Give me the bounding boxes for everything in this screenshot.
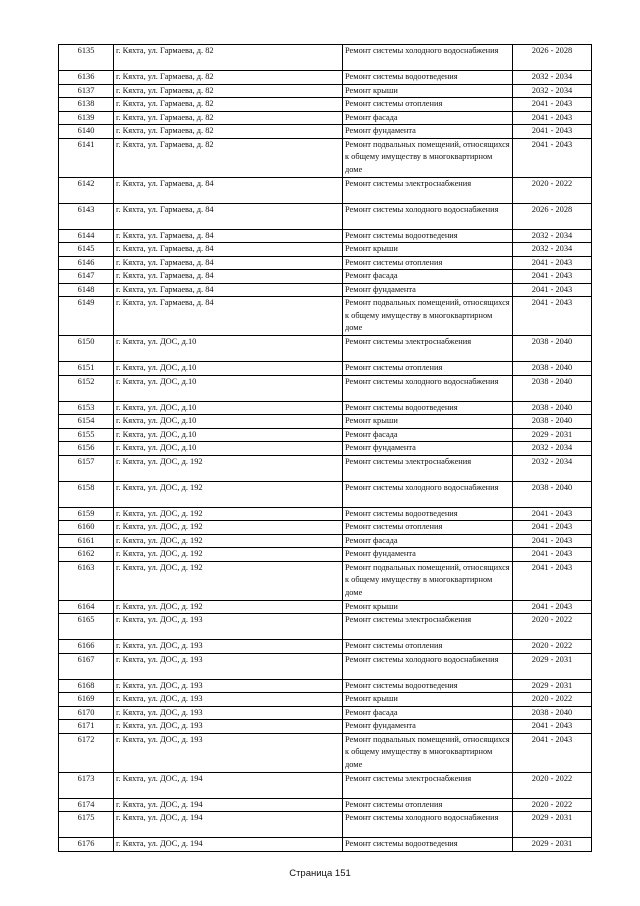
row-address: г. Кяхта, ул. Гармаева, д. 84 [114,283,343,297]
row-work-type: Ремонт подвальных помещений, относящихся к общему имуществу в многоквартирном доме [343,561,513,600]
row-address: г. Кяхта, ул. Гармаева, д. 84 [114,270,343,284]
row-number: 6162 [59,548,114,562]
table-row [59,772,592,798]
row-address: г. Кяхта, ул. ДОС, д. 192 [114,455,343,481]
row-work-type: Ремонт системы электроснабжения [343,336,513,362]
row-work-type: Ремонт фундамента [343,720,513,734]
row-address: г. Кяхта, ул. ДОС, д. 193 [114,653,343,679]
row-number: 6137 [59,84,114,98]
row-work-type: Ремонт системы водоотведения [343,229,513,243]
row-work-type: Ремонт системы водоотведения [343,679,513,693]
row-number: 6176 [59,838,114,852]
row-address: г. Кяхта, ул. ДОС, д. 192 [114,600,343,614]
row-address: г. Кяхта, ул. Гармаева, д. 82 [114,84,343,98]
row-address: г. Кяхта, ул. Гармаева, д. 82 [114,45,343,71]
table-row [59,600,592,614]
row-years: 2038 - 2040 [513,401,592,415]
row-address: г. Кяхта, ул. ДОС, д. 193 [114,693,343,707]
table-row [59,534,592,548]
row-work-type: Ремонт системы холодного водоснабжения [343,203,513,229]
row-address: г. Кяхта, ул. ДОС, д.10 [114,375,343,401]
row-address: г. Кяхта, ул. ДОС, д.10 [114,442,343,456]
row-address: г. Кяхта, ул. ДОС, д. 193 [114,733,343,772]
row-number: 6153 [59,401,114,415]
row-years: 2020 - 2022 [513,772,592,798]
row-number: 6161 [59,534,114,548]
row-years: 2032 - 2034 [513,243,592,257]
table-row [59,507,592,521]
table-row [59,706,592,720]
row-work-type: Ремонт фасада [343,428,513,442]
table-row [59,679,592,693]
row-years: 2029 - 2031 [513,653,592,679]
row-work-type: Ремонт фасада [343,534,513,548]
row-years: 2041 - 2043 [513,256,592,270]
row-address: г. Кяхта, ул. ДОС, д.10 [114,428,343,442]
table-row [59,561,592,600]
table-row [59,401,592,415]
row-number: 6170 [59,706,114,720]
row-years: 2041 - 2043 [513,111,592,125]
row-number: 6156 [59,442,114,456]
row-work-type: Ремонт фасада [343,706,513,720]
row-number: 6142 [59,177,114,203]
row-number: 6139 [59,111,114,125]
row-address: г. Кяхта, ул. ДОС, д. 193 [114,679,343,693]
row-number: 6146 [59,256,114,270]
table-row [59,428,592,442]
row-years: 2041 - 2043 [513,125,592,139]
row-work-type: Ремонт системы водоотведения [343,71,513,85]
table-row [59,203,592,229]
row-address: г. Кяхта, ул. ДОС, д. 193 [114,614,343,640]
row-work-type: Ремонт системы электроснабжения [343,455,513,481]
row-years: 2041 - 2043 [513,600,592,614]
row-address: г. Кяхта, ул. ДОС, д. 193 [114,640,343,654]
row-address: г. Кяхта, ул. Гармаева, д. 84 [114,177,343,203]
row-years: 2026 - 2028 [513,45,592,71]
table-row [59,297,592,336]
row-number: 6150 [59,336,114,362]
row-number: 6136 [59,71,114,85]
row-number: 6151 [59,362,114,376]
row-number: 6173 [59,772,114,798]
row-work-type: Ремонт системы отопления [343,521,513,535]
row-address: г. Кяхта, ул. ДОС, д. 194 [114,838,343,852]
row-work-type: Ремонт крыши [343,600,513,614]
row-work-type: Ремонт фундамента [343,283,513,297]
row-address: г. Кяхта, ул. ДОС, д. 192 [114,481,343,507]
row-number: 6175 [59,812,114,838]
row-address: г. Кяхта, ул. ДОС, д. 192 [114,534,343,548]
row-years: 2041 - 2043 [513,270,592,284]
row-years: 2029 - 2031 [513,812,592,838]
table-row [59,256,592,270]
row-work-type: Ремонт крыши [343,243,513,257]
row-address: г. Кяхта, ул. Гармаева, д. 84 [114,243,343,257]
table-row [59,375,592,401]
table-row [59,455,592,481]
table-row [59,640,592,654]
row-number: 6152 [59,375,114,401]
row-number: 6138 [59,98,114,112]
row-work-type: Ремонт фундамента [343,548,513,562]
table-row [59,614,592,640]
table-row [59,481,592,507]
row-number: 6163 [59,561,114,600]
table-body [59,45,592,852]
table-row [59,111,592,125]
row-number: 6143 [59,203,114,229]
row-years: 2038 - 2040 [513,415,592,429]
row-years: 2038 - 2040 [513,375,592,401]
row-years: 2032 - 2034 [513,71,592,85]
table-row [59,521,592,535]
row-years: 2020 - 2022 [513,640,592,654]
row-work-type: Ремонт системы холодного водоснабжения [343,375,513,401]
row-address: г. Кяхта, ул. Гармаева, д. 84 [114,203,343,229]
row-address: г. Кяхта, ул. ДОС, д. 192 [114,507,343,521]
row-number: 6160 [59,521,114,535]
row-work-type: Ремонт системы отопления [343,362,513,376]
row-years: 2041 - 2043 [513,720,592,734]
row-address: г. Кяхта, ул. ДОС, д.10 [114,336,343,362]
row-years: 2032 - 2034 [513,442,592,456]
row-work-type: Ремонт системы холодного водоснабжения [343,812,513,838]
table-row [59,125,592,139]
table-row [59,548,592,562]
row-work-type: Ремонт системы водоотведения [343,507,513,521]
table-row [59,812,592,838]
table-row [59,177,592,203]
row-number: 6158 [59,481,114,507]
row-work-type: Ремонт системы электроснабжения [343,177,513,203]
row-work-type: Ремонт системы холодного водоснабжения [343,45,513,71]
row-number: 6169 [59,693,114,707]
row-years: 2029 - 2031 [513,679,592,693]
row-number: 6164 [59,600,114,614]
row-address: г. Кяхта, ул. ДОС, д. 194 [114,772,343,798]
row-work-type: Ремонт фасада [343,111,513,125]
row-work-type: Ремонт крыши [343,84,513,98]
row-number: 6155 [59,428,114,442]
table-row [59,653,592,679]
row-number: 6174 [59,798,114,812]
row-address: г. Кяхта, ул. Гармаева, д. 84 [114,229,343,243]
row-years: 2041 - 2043 [513,534,592,548]
row-address: г. Кяхта, ул. ДОС, д.10 [114,362,343,376]
table-row [59,270,592,284]
table-row [59,283,592,297]
row-years: 2029 - 2031 [513,838,592,852]
row-work-type: Ремонт фасада [343,270,513,284]
table-row [59,71,592,85]
row-years: 2032 - 2034 [513,455,592,481]
row-years: 2041 - 2043 [513,297,592,336]
row-years: 2041 - 2043 [513,98,592,112]
row-work-type: Ремонт системы водоотведения [343,838,513,852]
repair-schedule-table [58,44,592,852]
row-address: г. Кяхта, ул. ДОС, д. 192 [114,521,343,535]
row-years: 2038 - 2040 [513,481,592,507]
row-work-type: Ремонт системы электроснабжения [343,772,513,798]
row-number: 6148 [59,283,114,297]
table-row [59,798,592,812]
table-row [59,838,592,852]
row-work-type: Ремонт системы отопления [343,640,513,654]
table-row [59,720,592,734]
row-years: 2041 - 2043 [513,138,592,177]
row-number: 6159 [59,507,114,521]
row-number: 6149 [59,297,114,336]
row-number: 6135 [59,45,114,71]
table-row [59,442,592,456]
row-number: 6144 [59,229,114,243]
row-number: 6171 [59,720,114,734]
row-work-type: Ремонт системы электроснабжения [343,614,513,640]
table-row [59,138,592,177]
row-address: г. Кяхта, ул. Гармаева, д. 82 [114,125,343,139]
row-address: г. Кяхта, ул. ДОС, д.10 [114,401,343,415]
table-row [59,336,592,362]
row-number: 6168 [59,679,114,693]
row-years: 2020 - 2022 [513,693,592,707]
row-work-type: Ремонт системы холодного водоснабжения [343,653,513,679]
table-row [59,98,592,112]
row-years: 2032 - 2034 [513,84,592,98]
row-address: г. Кяхта, ул. Гармаева, д. 84 [114,297,343,336]
row-number: 6141 [59,138,114,177]
row-number: 6147 [59,270,114,284]
row-address: г. Кяхта, ул. ДОС, д. 194 [114,798,343,812]
table-row [59,229,592,243]
row-years: 2041 - 2043 [513,521,592,535]
row-number: 6165 [59,614,114,640]
table-row [59,84,592,98]
table-row [59,693,592,707]
row-years: 2038 - 2040 [513,362,592,376]
row-years: 2041 - 2043 [513,548,592,562]
table-row [59,45,592,71]
row-years: 2038 - 2040 [513,336,592,362]
row-address: г. Кяхта, ул. ДОС, д. 192 [114,561,343,600]
table-row [59,415,592,429]
row-years: 2041 - 2043 [513,733,592,772]
row-number: 6172 [59,733,114,772]
row-number: 6140 [59,125,114,139]
row-work-type: Ремонт системы отопления [343,256,513,270]
row-work-type: Ремонт фундамента [343,442,513,456]
row-address: г. Кяхта, ул. ДОС, д. 193 [114,720,343,734]
row-work-type: Ремонт системы холодного водоснабжения [343,481,513,507]
row-work-type: Ремонт подвальных помещений, относящихся к общему имуществу в многоквартирном доме [343,297,513,336]
page-number: Страница 151 [289,868,351,879]
table-row [59,733,592,772]
row-work-type: Ремонт подвальных помещений, относящихся к общему имуществу в многоквартирном доме [343,733,513,772]
row-number: 6154 [59,415,114,429]
row-address: г. Кяхта, ул. Гармаева, д. 82 [114,71,343,85]
row-address: г. Кяхта, ул. ДОС, д. 193 [114,706,343,720]
row-work-type: Ремонт системы отопления [343,798,513,812]
row-address: г. Кяхта, ул. ДОС, д. 192 [114,548,343,562]
row-number: 6145 [59,243,114,257]
row-years: 2020 - 2022 [513,614,592,640]
row-number: 6157 [59,455,114,481]
row-work-type: Ремонт фундамента [343,125,513,139]
row-years: 2041 - 2043 [513,283,592,297]
row-years: 2020 - 2022 [513,177,592,203]
row-address: г. Кяхта, ул. ДОС, д.10 [114,415,343,429]
row-years: 2041 - 2043 [513,561,592,600]
row-years: 2041 - 2043 [513,507,592,521]
row-work-type: Ремонт подвальных помещений, относящихся к общему имуществу в многоквартирном доме [343,138,513,177]
row-work-type: Ремонт системы отопления [343,98,513,112]
table-row [59,243,592,257]
row-years: 2020 - 2022 [513,798,592,812]
row-years: 2038 - 2040 [513,706,592,720]
row-work-type: Ремонт крыши [343,693,513,707]
row-number: 6166 [59,640,114,654]
row-years: 2032 - 2034 [513,229,592,243]
row-address: г. Кяхта, ул. Гармаева, д. 82 [114,138,343,177]
row-years: 2029 - 2031 [513,428,592,442]
row-number: 6167 [59,653,114,679]
row-address: г. Кяхта, ул. Гармаева, д. 82 [114,98,343,112]
row-address: г. Кяхта, ул. Гармаева, д. 82 [114,111,343,125]
table-row [59,362,592,376]
row-years: 2026 - 2028 [513,203,592,229]
row-work-type: Ремонт системы водоотведения [343,401,513,415]
row-work-type: Ремонт крыши [343,415,513,429]
row-address: г. Кяхта, ул. Гармаева, д. 84 [114,256,343,270]
row-address: г. Кяхта, ул. ДОС, д. 194 [114,812,343,838]
